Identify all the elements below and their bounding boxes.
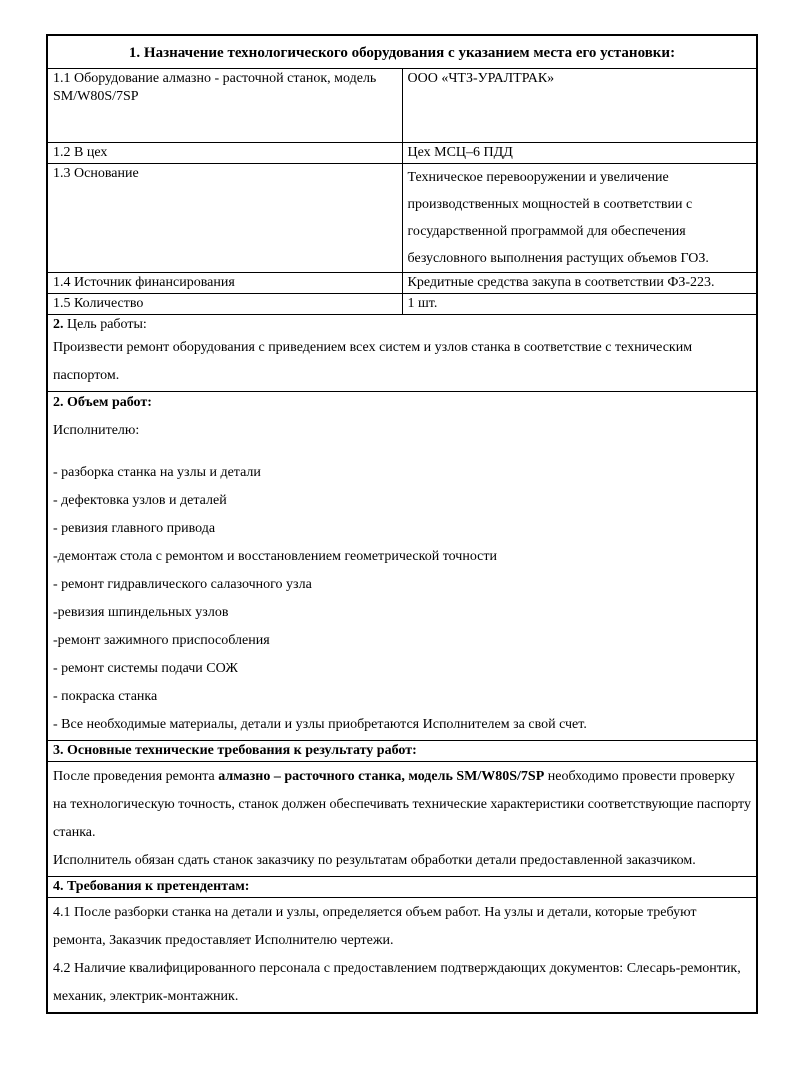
scope-item: - ремонт системы подачи СОЖ: [53, 661, 238, 676]
row-quantity-label: 1.5 Количество: [48, 294, 403, 315]
row-equipment-value: ООО «ЧТЗ-УРАЛТРАК»: [402, 69, 757, 143]
row-funding-value: Кредитные средства закупа в соответствии ФЗ-223.: [402, 273, 757, 294]
scope-item: -ревизия шпиндельных узлов: [53, 605, 229, 620]
bidders-text-1: 4.1 После разборки станка на детали и узлы, определяется объем работ. На узлы и детали, которые требуют ремонта, Заказчик предоставляет Исполнителю чертежи.: [53, 905, 697, 948]
requirements-section: [48, 762, 757, 877]
row-equipment-label: 1.1 Оборудование алмазно - расточной станок, модель SM/W80S/7SP: [48, 69, 403, 143]
row-funding-label: 1.4 Источник финансирования: [48, 273, 403, 294]
scope-item: -ремонт зажимного приспособления: [53, 633, 270, 648]
goal-heading: [53, 316, 751, 334]
scope-item: - Все необходимые материалы, детали и узлы приобретаются Исполнителем за свой счет.: [53, 717, 587, 732]
goal-heading-number: 2.: [53, 317, 64, 332]
requirements-text-2: Исполнитель обязан сдать станок заказчику по результатам обработки детали предоставленной заказчиком.: [53, 853, 696, 868]
scope-item: -демонтаж стола с ремонтом и восстановлением геометрической точности: [53, 549, 497, 564]
requirements-text-end: необходимо провести проверку на технологическую точность, станок должен обеспечивать технические характеристики соответствующие паспорту станка.: [53, 769, 751, 840]
row-workshop-label: 1.2 В цех: [48, 143, 403, 164]
scope-intro: Исполнителю:: [53, 423, 140, 438]
basis-text: Техническое перевооружении и увеличение производственных мощностей в соответствии с государственной программой для обеспечения безусловного выполнения растущих объемов ГОЗ.: [407, 170, 709, 266]
scope-heading: 2. Объем работ:: [53, 395, 152, 410]
scope-section: [48, 392, 757, 741]
row-quantity-value: 1 шт.: [402, 294, 757, 315]
goal-text: Произвести ремонт оборудования с приведением всех систем и узлов станка в соответствие с техническим паспортом.: [53, 340, 693, 383]
goal-section: [48, 315, 757, 392]
row-workshop-value: Цех МСЦ–6 ПДД: [402, 143, 757, 164]
section-1-title: 1. Назначение технологического оборудования с указанием места его установки:: [48, 36, 757, 69]
bidders-section: [48, 898, 757, 1013]
bidders-heading: 4. Требования к претендентам:: [48, 877, 757, 898]
requirements-text-1: [53, 763, 751, 847]
requirements-text-start: После проведения ремонта: [53, 769, 219, 784]
scope-item: - дефектовка узлов и деталей: [53, 493, 227, 508]
row-basis-label: 1.3 Основание: [48, 164, 403, 273]
specification-table: [46, 34, 758, 1014]
row-basis-value: [402, 164, 757, 273]
requirements-heading: 3. Основные технические требования к результату работ:: [48, 741, 757, 762]
scope-item: - разборка станка на узлы и детали: [53, 465, 261, 480]
scope-item: - ремонт гидравлического салазочного узла: [53, 577, 312, 592]
bidders-text-2: 4.2 Наличие квалифицированного персонала с предоставлением подтверждающих документов: Слесарь-ремонтик, механик, электрик-монтажник.: [53, 961, 741, 1004]
scope-item: - ревизия главного привода: [53, 521, 216, 536]
scope-item: - покраска станка: [53, 689, 158, 704]
goal-heading-text: Цель работы:: [63, 317, 147, 332]
machine-model-name: алмазно – расточного станка, модель SM/W80S/7SP: [218, 769, 545, 784]
